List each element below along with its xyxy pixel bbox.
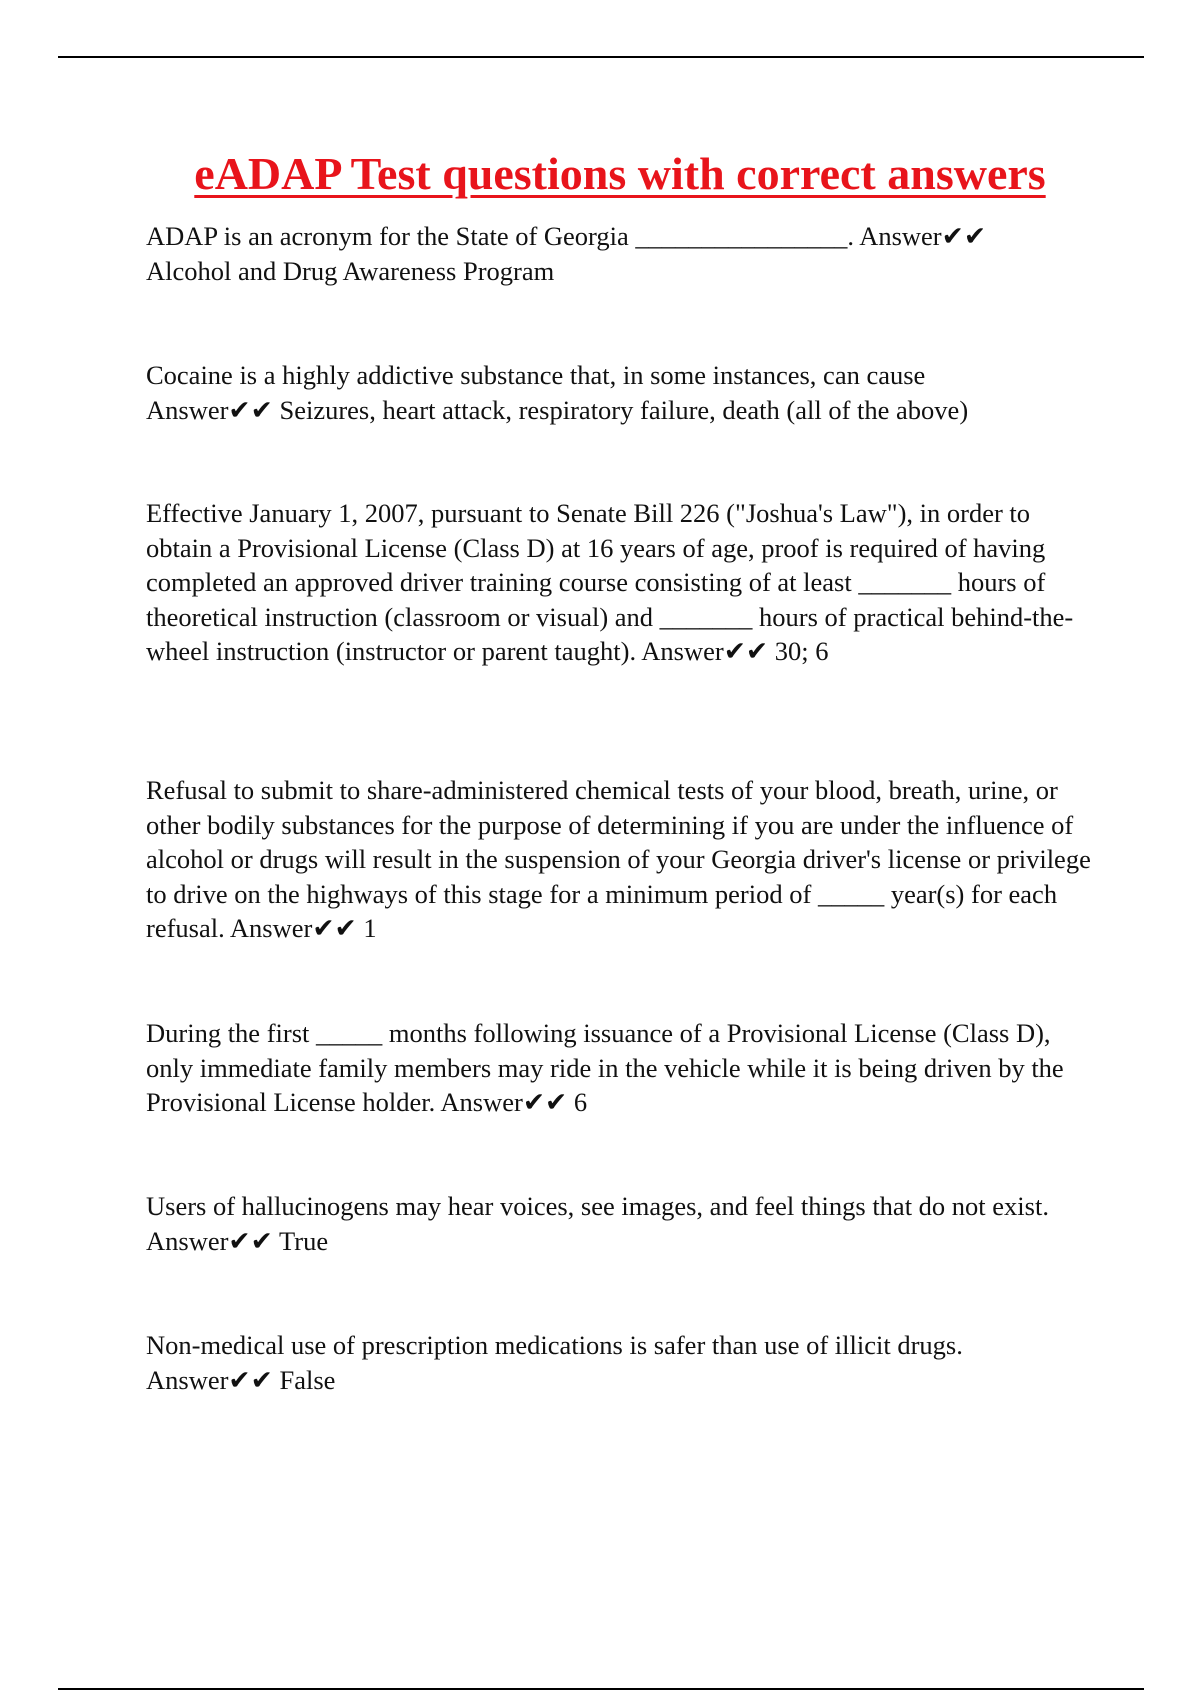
question-text: Effective January 1, 2007, pursuant to Senate Bill 226 ("Joshua's Law"), in order to obtain a Provisional License (Class D) at 16 years of age, proof is required of having completed an approved driver training course consisting of at least _______ hours of theoretical instruction (classroom or visual) and _______ hours of practical behind-the-wheel instruction (instructor or parent taught). (146, 498, 1074, 666)
qa-item (146, 1016, 1096, 1120)
question-text: During the first _____ months following issuance of a Provisional License (Class D), only immediate family members may ride in the vehicle while it is being driven by the Provisional License holder. (146, 1018, 1064, 1117)
answer-text: Alcohol and Drug Awareness Program (146, 255, 555, 286)
qa-item (146, 496, 1096, 669)
answer-text: False (279, 1364, 336, 1395)
answer-label: Answer✔✔ (146, 1364, 273, 1395)
qa-item (146, 773, 1096, 946)
header-rule (58, 56, 1144, 58)
question-text: ADAP is an acronym for the State of Georgia ________________. (146, 221, 855, 251)
answer-text: Seizures, heart attack, respiratory failure, death (all of the above) (279, 394, 969, 425)
question-text: Refusal to submit to share-administered chemical tests of your blood, breath, urine, or other bodily substances for the purpose of determining if you are under the influence of alcohol or drugs will result in the suspension of your Georgia driver's license or privilege to drive on the highways of this stage for a minimum period of _____ year(s) for each refusal. (146, 775, 1091, 943)
question-text: Cocaine is a highly addictive substance that, in some instances, can cause (146, 360, 926, 390)
footer-rule (58, 1688, 1144, 1690)
document-title: eADAP Test questions with correct answers (194, 148, 1046, 199)
answer-text: 30; 6 (774, 636, 829, 666)
answer-label: Answer✔✔ (440, 1087, 568, 1117)
answer-label: Answer✔✔ (146, 394, 273, 425)
answer-label: Answer✔✔ (146, 1225, 273, 1256)
answer-label: Answer✔✔ (641, 636, 769, 666)
answer-label: Answer✔✔ (859, 221, 987, 251)
answer-label: Answer✔✔ (229, 913, 357, 943)
qa-item (146, 219, 1096, 288)
answer-text: 6 (573, 1087, 588, 1117)
question-text: Non-medical use of prescription medications is safer than use of illicit drugs. (146, 1330, 963, 1360)
qa-item (146, 358, 1096, 427)
answer-text: 1 (363, 913, 377, 943)
answer-text: True (279, 1225, 329, 1256)
question-text: Users of hallucinogens may hear voices, see images, and feel things that do not exist. (146, 1191, 1049, 1221)
qa-item (146, 1328, 1096, 1397)
qa-item (146, 1189, 1096, 1258)
